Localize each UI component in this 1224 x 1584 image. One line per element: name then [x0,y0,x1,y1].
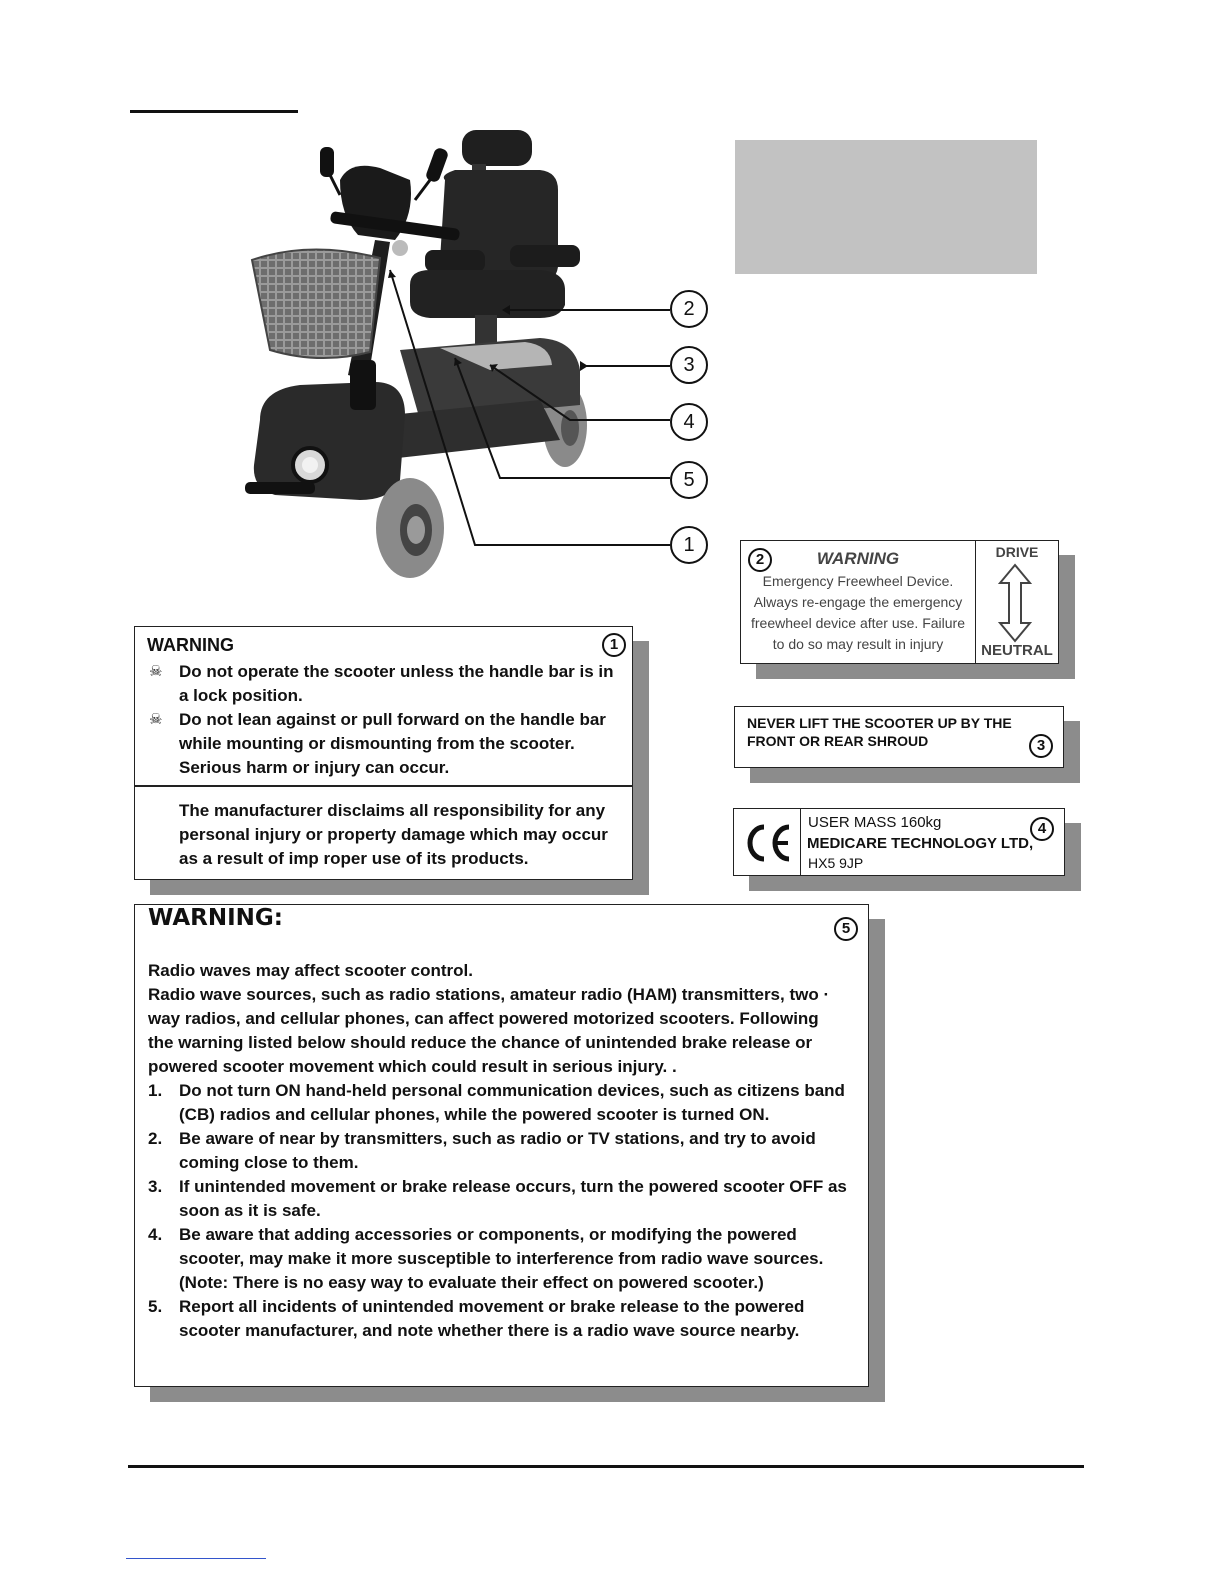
callout-2: 2 [670,290,708,328]
radio-warning-intro-1: Radio waves may affect scooter control. [148,961,473,980]
freewheel-warning-text-panel [741,541,976,663]
list-number: 5. [148,1297,163,1316]
radio-warning-title: WARNING: [148,905,283,931]
skull-crossbones-icon: ☠ [149,711,163,728]
warning-1-number: 1 [602,633,626,657]
list-item-text: Report all incidents of unintended movement or brake release to the powered scooter manufacturer, and note whether there is a radio wave source nearby. [179,1297,805,1340]
list-item [148,1223,848,1295]
radio-warning-intro-2: Radio wave sources, such as radio stations, amateur radio (HAM) transmitters, two · way radios, and cellular phones, can affect powered motorized scooters. Following the warning listed below should reduce the chance of unintended brake release or powered scooter movement which could result in serious injury. . [148,985,830,1076]
radio-warning-list [148,1079,848,1343]
list-item-text: Be aware of near by transmitters, such as radio or TV stations, and try to avoid coming close to them. [179,1129,816,1172]
user-mass-label [733,808,1065,876]
warning-3-number: 3 [1029,734,1053,758]
warning-label-1 [134,626,633,880]
callout-5: 5 [670,461,708,499]
scooter-illustration [240,120,720,590]
shroud-warning-text: NEVER LIFT THE SCOOTER UP BY THE FRONT OR REAR SHROUD [747,715,1012,749]
list-number: 2. [148,1129,163,1148]
freewheel-warning-title: WARNING [816,549,900,568]
radio-warning-body [148,959,848,1343]
list-number: 4. [148,1225,163,1244]
warning-4-number: 4 [1030,817,1054,841]
double-arrow-icon [998,563,1032,643]
callout-1: 1 [670,526,708,564]
divider [135,785,632,787]
warning-5-number: 5 [834,917,858,941]
radio-wave-warning [134,904,869,1387]
list-item [148,1295,848,1343]
header-rule [130,110,298,113]
callout-3: 3 [670,346,708,384]
warning-2-number: 2 [748,548,772,572]
list-item [148,1079,848,1127]
manufacturer-disclaimer: The manufacturer disclaims all responsibility for any personal injury or property damage which may occur as a result of imp roper use of its products. [179,801,608,868]
freewheel-warning-text: Emergency Freewheel Device. Always re-engage the emergency freewheel device after use. Failure to do so may result in injury [751,573,965,652]
warning-1-item-text: Do not lean against or pull forward on the handle bar while mounting or dismounting from the scooter. Serious harm or injury can occur. [179,710,606,777]
neutral-label: NEUTRAL [981,642,1053,659]
list-item [147,660,619,708]
list-item-text: Be aware that adding accessories or components, or modifying the powered scooter, may make it more susceptible to interference from radio wave sources. (Note: There is no easy way to evaluate their effect on powered scooter.) [179,1225,824,1292]
list-item [148,1127,848,1175]
drive-label: DRIVE [995,544,1039,560]
list-item [148,1175,848,1223]
shroud-warning-label [734,706,1064,768]
warning-1-title: WARNING [147,635,234,655]
list-item [147,708,619,780]
freewheel-warning-label [740,540,1059,664]
list-item-text: If unintended movement or brake release occurs, turn the powered scooter OFF as soon as it is safe. [179,1177,847,1220]
footer-link-underline [126,1558,266,1559]
postcode-text: HX5 9JP [808,855,864,871]
skull-crossbones-icon: ☠ [149,663,163,680]
list-number: 1. [148,1081,163,1100]
footer-rule [128,1465,1084,1468]
callout-4: 4 [670,403,708,441]
warning-1-list [147,660,619,780]
manufacturer-name: MEDICARE TECHNOLOGY LTD, [807,835,1034,852]
list-number: 3. [148,1177,163,1196]
gray-placeholder-box [735,140,1037,274]
warning-1-item-text: Do not operate the scooter unless the handle bar is in a lock position. [179,662,614,705]
list-item-text: Do not turn ON hand-held personal communication devices, such as citizens band (CB) radios and cellular phones, while the powered scooter is turned ON. [179,1081,845,1124]
user-mass-text: USER MASS 160kg [808,814,942,831]
ce-mark-icon [734,809,801,875]
